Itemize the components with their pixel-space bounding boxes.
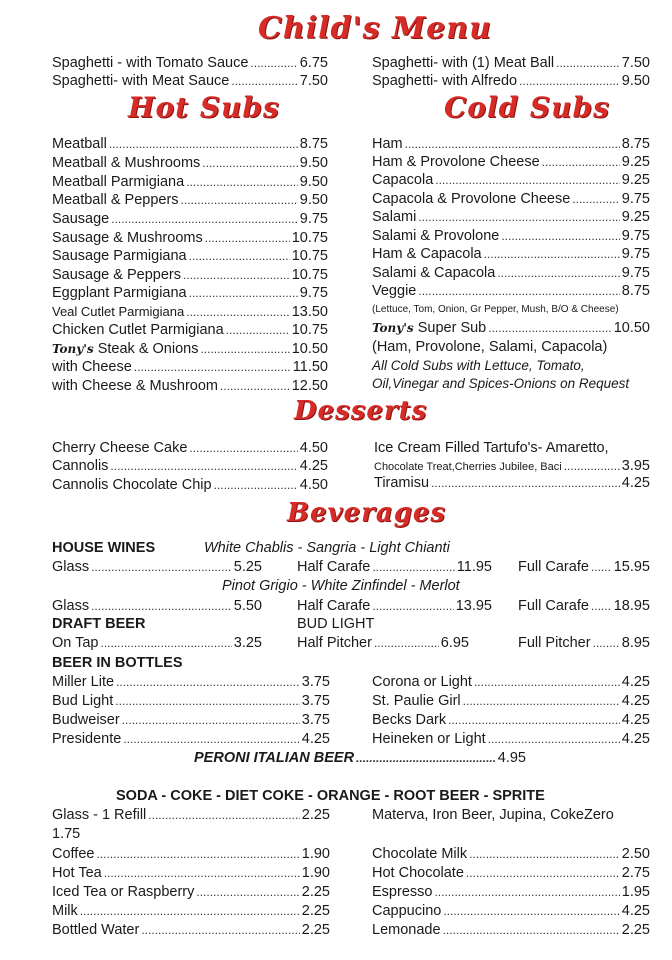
item-name: Tiramisu — [374, 475, 430, 491]
menu-item — [372, 72, 650, 90]
menu-item — [52, 377, 328, 395]
menu-item — [52, 358, 328, 376]
leader-dots — [109, 135, 298, 153]
leader-dots — [250, 54, 297, 72]
childs-menu-heading: Child's Menu — [258, 11, 492, 46]
menu-item — [372, 730, 650, 748]
leader-dots — [591, 558, 612, 576]
menu-item — [52, 902, 330, 920]
item-name: Presidente — [52, 731, 122, 747]
leader-dots — [91, 597, 232, 615]
leader-dots — [134, 358, 291, 376]
tartufo-title: Ice Cream Filled Tartufo's- Amaretto, — [374, 440, 609, 456]
hot-subs-heading: Hot Subs — [128, 91, 280, 124]
leader-dots — [448, 711, 620, 729]
item-price: 4.25 — [621, 475, 650, 491]
item-name — [372, 319, 486, 337]
bud-light-label: BUD LIGHT — [297, 616, 375, 632]
leader-dots — [431, 474, 620, 492]
cold-subs-note: All Cold Subs with Lettuce, Tomato, — [372, 358, 585, 373]
menu-item — [372, 282, 650, 300]
item-name: Spaghetti- with (1) Meat Ball — [372, 55, 555, 71]
menu-item — [52, 730, 330, 748]
item-price: 8.75 — [621, 136, 650, 152]
menu-item — [52, 266, 328, 284]
item-price: 3.95 — [621, 458, 650, 474]
item-name: St. Paulie Girl — [372, 693, 461, 709]
item-price: 18.95 — [613, 598, 650, 614]
item-name: Capacola & Provolone Cheese — [372, 191, 571, 207]
item-name: Heineken or Light — [372, 731, 486, 747]
item-price: 1.90 — [301, 865, 330, 881]
item-name: Glass — [52, 598, 90, 614]
leader-dots — [231, 72, 297, 90]
menu-item — [52, 692, 330, 710]
item-name: Salami — [372, 209, 417, 225]
item-name: Spaghetti- with Meat Sauce — [52, 73, 230, 89]
menu-item — [52, 247, 328, 265]
leader-dots — [123, 730, 299, 748]
menu-item — [52, 154, 328, 172]
item-price: 9.50 — [299, 174, 328, 190]
menu-item — [52, 54, 328, 72]
leader-dots — [418, 208, 619, 226]
leader-dots — [205, 229, 290, 247]
item-price: 2.25 — [301, 884, 330, 900]
item-name: Espresso — [372, 884, 433, 900]
item-name: Cherry Cheese Cake — [52, 440, 188, 456]
item-price: 1.75 — [52, 826, 81, 842]
item-price: 9.25 — [621, 209, 650, 225]
item-price: 11.95 — [456, 559, 492, 575]
leader-dots — [497, 264, 619, 282]
item-price: 4.25 — [621, 731, 650, 747]
draft-beer-label: DRAFT BEER — [52, 616, 146, 632]
item-name: On Tap — [52, 635, 99, 651]
item-price: 9.50 — [299, 192, 328, 208]
item-name-text: Steak & Onions — [97, 341, 199, 357]
item-price: 9.75 — [299, 211, 328, 227]
menu-item — [52, 457, 328, 475]
item-name: Half Pitcher — [297, 635, 372, 651]
cold-subs-heading: Cold Subs — [444, 91, 610, 124]
leader-dots — [181, 191, 298, 209]
leader-dots — [189, 284, 298, 302]
item-name: Spaghetti- with Alfredo — [372, 73, 518, 89]
item-price: 6.75 — [299, 55, 328, 71]
item-name: Salami & Provolone — [372, 228, 500, 244]
menu-item — [372, 845, 650, 863]
item-price: 2.25 — [621, 922, 650, 938]
item-name: Budweiser — [52, 712, 120, 728]
leader-dots — [122, 711, 300, 729]
item-name: Ham — [372, 136, 403, 152]
leader-dots — [435, 171, 620, 189]
leader-dots — [111, 210, 298, 228]
veggie-note: (Lettuce, Tom, Onion, Gr Pepper, Mush, B/O & Cheese) — [372, 304, 619, 315]
menu-item — [52, 634, 262, 652]
leader-dots — [542, 153, 620, 171]
item-name: Iced Tea or Raspberry — [52, 884, 195, 900]
leader-dots — [405, 135, 620, 153]
item-price: 9.75 — [299, 285, 328, 301]
item-price: 4.95 — [497, 750, 526, 766]
leader-dots — [202, 154, 297, 172]
tonys-brand: Tony's — [372, 321, 414, 335]
wine-varieties: Pinot Grigio - White Zinfindel - Merlot — [222, 578, 460, 594]
menu-item — [372, 673, 650, 691]
leader-dots — [488, 730, 620, 748]
menu-item — [52, 210, 328, 228]
item-price: 4.50 — [299, 440, 328, 456]
item-name: Cappucino — [372, 903, 442, 919]
item-price: 9.50 — [299, 155, 328, 171]
item-price: 4.25 — [621, 693, 650, 709]
item-price: 2.75 — [621, 865, 650, 881]
menu-item — [52, 845, 330, 863]
menu-item — [372, 135, 650, 153]
item-price: 1.95 — [621, 884, 650, 900]
item-price: 13.50 — [291, 304, 328, 320]
menu-item — [372, 921, 650, 939]
house-wines-label: HOUSE WINES — [52, 540, 156, 556]
leader-dots — [101, 634, 232, 652]
item-price: 3.75 — [301, 693, 330, 709]
item-name: Miller Lite — [52, 674, 115, 690]
item-name: Meatball & Peppers — [52, 192, 179, 208]
item-price: 9.75 — [621, 265, 650, 281]
menu-item — [52, 439, 328, 457]
item-name: Corona or Light — [372, 674, 472, 690]
menu-item — [372, 227, 650, 245]
item-name: Eggplant Parmigiana — [52, 285, 187, 301]
item-price: 9.75 — [621, 246, 650, 262]
tonys-brand: Tony's — [52, 342, 94, 356]
leader-dots — [591, 597, 612, 615]
item-name: Meatball Parmigiana — [52, 174, 185, 190]
leader-dots — [572, 190, 619, 208]
leader-dots — [501, 227, 619, 245]
item-name: Veal Cutlet Parmigiana — [52, 304, 185, 319]
menu-item — [372, 692, 650, 710]
item-name: Capacola — [372, 172, 434, 188]
item-price: 10.50 — [291, 341, 328, 357]
leader-dots — [434, 883, 619, 901]
beer-in-bottles-label: BEER IN BOTTLES — [52, 655, 183, 671]
leader-dots — [186, 303, 289, 321]
item-price: 11.50 — [292, 359, 328, 375]
item-price: 7.50 — [621, 55, 650, 71]
leader-dots — [488, 319, 611, 337]
item-price: 4.25 — [299, 458, 328, 474]
item-name: with Cheese & Mushroom — [52, 378, 219, 394]
other-sodas: Materva, Iron Beer, Jupina, CokeZero — [372, 807, 614, 823]
beverages-heading: Beverages — [287, 498, 447, 528]
item-name: Full Carafe — [518, 559, 589, 575]
menu-item — [52, 558, 262, 576]
item-price: 10.75 — [291, 267, 328, 283]
item-price: 8.75 — [299, 136, 328, 152]
menu-item — [52, 229, 328, 247]
wine-varieties: White Chablis - Sangria - Light Chianti — [204, 540, 450, 556]
item-price: 4.50 — [299, 477, 328, 493]
item-price: 6.95 — [440, 635, 469, 651]
leader-dots — [443, 921, 620, 939]
menu-item — [297, 558, 492, 576]
menu-item — [52, 135, 328, 153]
item-name: PERONI ITALIAN BEER — [194, 750, 355, 766]
leader-dots — [183, 266, 290, 284]
menu-item — [372, 711, 650, 729]
menu-item — [372, 883, 650, 901]
leader-dots — [91, 558, 232, 576]
leader-dots — [564, 457, 620, 475]
leader-dots — [466, 864, 620, 882]
item-price: 10.75 — [291, 248, 328, 264]
menu-item — [372, 864, 650, 882]
item-name: Sausage & Peppers — [52, 267, 181, 283]
menu-item — [372, 245, 650, 263]
item-name: Ham & Provolone Cheese — [372, 154, 540, 170]
item-price: 2.25 — [301, 903, 330, 919]
item-price: 4.25 — [621, 903, 650, 919]
item-name: Chocolate Treat,Cherries Jubilee, Baci — [374, 461, 562, 473]
item-name: Bottled Water — [52, 922, 140, 938]
menu-item — [52, 72, 328, 90]
menu-item — [518, 558, 650, 576]
leader-dots — [374, 634, 439, 652]
item-name: Sausage Parmigiana — [52, 248, 187, 264]
item-price: 5.25 — [233, 559, 262, 575]
leader-dots — [356, 749, 496, 767]
menu-item — [372, 54, 650, 72]
leader-dots — [110, 457, 297, 475]
menu-item — [52, 806, 330, 824]
menu-item — [52, 864, 330, 882]
soda-title: SODA - COKE - DIET COKE - ORANGE - ROOT BEER - SPRITE — [116, 788, 545, 804]
leader-dots — [556, 54, 620, 72]
item-name: Lemonade — [372, 922, 441, 938]
item-price: 3.25 — [233, 635, 262, 651]
item-price: 9.25 — [621, 154, 650, 170]
desserts-heading: Desserts — [294, 396, 428, 426]
item-name: Hot Chocolate — [372, 865, 464, 881]
item-price: 4.25 — [301, 731, 330, 747]
item-price: 3.75 — [301, 712, 330, 728]
item-name-text: Super Sub — [417, 320, 487, 336]
menu-item — [518, 597, 650, 615]
item-name: Glass - 1 Refill — [52, 807, 147, 823]
item-name: Full Carafe — [518, 598, 589, 614]
item-price: 2.25 — [301, 922, 330, 938]
item-name: Half Carafe — [297, 598, 371, 614]
item-price: 10.75 — [291, 230, 328, 246]
leader-dots — [220, 377, 290, 395]
leader-dots — [372, 558, 454, 576]
menu-item — [52, 303, 328, 321]
leader-dots — [104, 864, 300, 882]
menu-item — [372, 264, 650, 282]
menu-item — [297, 597, 492, 615]
menu-item — [374, 474, 650, 492]
item-name: with Cheese — [52, 359, 132, 375]
leader-dots — [148, 806, 299, 824]
item-price: 4.25 — [621, 712, 650, 728]
menu-item — [194, 749, 526, 767]
item-price: 7.50 — [299, 73, 328, 89]
item-price: 3.75 — [301, 674, 330, 690]
menu-item — [372, 171, 650, 189]
menu-item — [372, 319, 650, 337]
item-price: 9.25 — [621, 172, 650, 188]
item-name: Full Pitcher — [518, 635, 591, 651]
leader-dots — [418, 282, 619, 300]
item-name: Sausage & Mushrooms — [52, 230, 203, 246]
menu-item — [52, 173, 328, 191]
super-sub-desc: (Ham, Provolone, Salami, Capacola) — [372, 339, 608, 355]
item-name: Veggie — [372, 283, 417, 299]
menu-item — [372, 153, 650, 171]
menu-item — [297, 634, 469, 652]
item-name: Chocolate Milk — [372, 846, 468, 862]
item-name: Cannolis — [52, 458, 109, 474]
leader-dots — [115, 692, 299, 710]
menu-item — [52, 284, 328, 302]
item-name: Sausage — [52, 211, 110, 227]
leader-dots — [469, 845, 620, 863]
leader-dots — [80, 902, 300, 920]
leader-dots — [141, 921, 299, 939]
menu-item — [52, 597, 262, 615]
leader-dots — [593, 634, 620, 652]
item-price: 9.50 — [621, 73, 650, 89]
item-price: 4.25 — [621, 674, 650, 690]
item-name: Bud Light — [52, 693, 114, 709]
leader-dots — [96, 845, 299, 863]
item-name: Half Carafe — [297, 559, 371, 575]
leader-dots — [116, 673, 300, 691]
leader-dots — [214, 476, 298, 494]
item-name: Meatball — [52, 136, 107, 152]
leader-dots — [484, 245, 620, 263]
item-name: Glass — [52, 559, 90, 575]
item-price: 8.75 — [621, 283, 650, 299]
cold-subs-note: Oil,Vinegar and Spices-Onions on Request — [372, 376, 630, 391]
item-price: 10.50 — [613, 320, 650, 336]
item-price: 13.95 — [455, 598, 492, 614]
leader-dots — [474, 673, 620, 691]
item-name: Ham & Capacola — [372, 246, 482, 262]
item-price: 10.75 — [291, 322, 328, 338]
menu-item — [52, 673, 330, 691]
item-name — [52, 340, 198, 358]
item-name: Milk — [52, 903, 78, 919]
menu-item — [52, 711, 330, 729]
menu-item — [52, 321, 328, 339]
item-name: Spaghetti - with Tomato Sauce — [52, 55, 249, 71]
leader-dots — [443, 902, 619, 920]
leader-dots — [226, 321, 290, 339]
item-name: Salami & Capacola — [372, 265, 496, 281]
item-name: Chicken Cutlet Parmigiana — [52, 322, 224, 338]
menu-item — [52, 921, 330, 939]
item-price: 8.95 — [621, 635, 650, 651]
item-price: 9.75 — [621, 191, 650, 207]
item-price: 15.95 — [613, 559, 650, 575]
menu-item — [52, 476, 328, 494]
item-name: Hot Tea — [52, 865, 102, 881]
leader-dots — [189, 247, 290, 265]
item-price: 1.90 — [301, 846, 330, 862]
leader-dots — [463, 692, 620, 710]
leader-dots — [372, 597, 453, 615]
menu-item — [372, 902, 650, 920]
menu-item — [52, 191, 328, 209]
leader-dots — [519, 72, 620, 90]
item-price: 9.75 — [621, 228, 650, 244]
menu-item — [518, 634, 650, 652]
menu-item — [52, 883, 330, 901]
menu-item — [372, 190, 650, 208]
item-name: Cannolis Chocolate Chip — [52, 477, 212, 493]
leader-dots — [200, 340, 289, 358]
leader-dots — [189, 439, 297, 457]
menu-item — [372, 208, 650, 226]
item-name: Meatball & Mushrooms — [52, 155, 201, 171]
item-price: 2.50 — [621, 846, 650, 862]
menu-item — [52, 340, 328, 358]
item-name: Coffee — [52, 846, 95, 862]
item-price: 2.25 — [301, 807, 330, 823]
leader-dots — [196, 883, 299, 901]
item-price: 12.50 — [291, 378, 328, 394]
item-price: 5.50 — [233, 598, 262, 614]
leader-dots — [186, 173, 298, 191]
item-name: Becks Dark — [372, 712, 447, 728]
